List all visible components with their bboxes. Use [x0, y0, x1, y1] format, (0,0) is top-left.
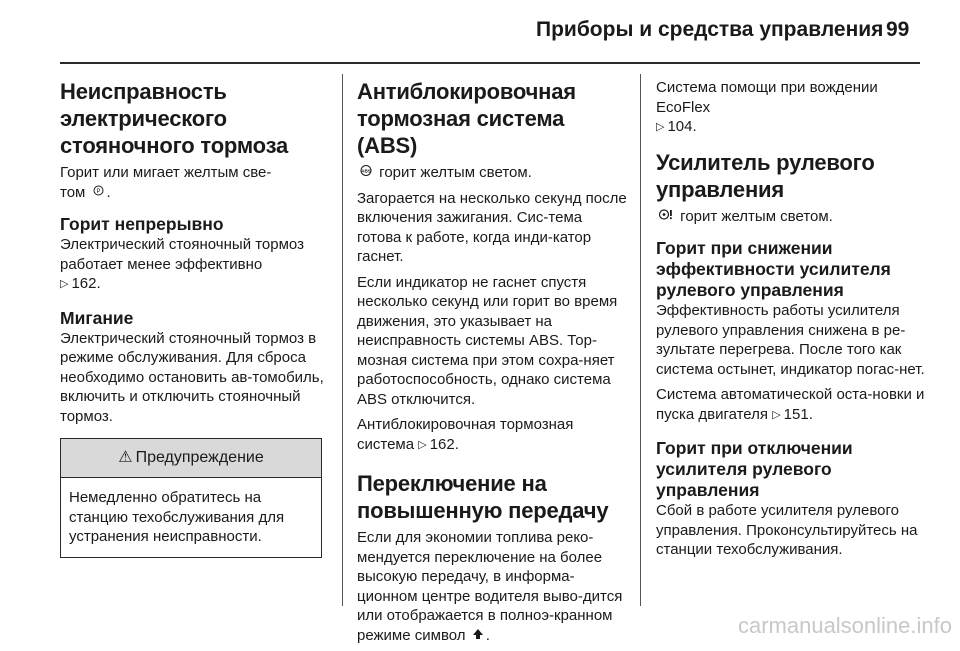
steering-wheel-warning-icon	[658, 207, 674, 227]
header-divider	[60, 62, 920, 64]
upshift-arrow-icon	[472, 626, 484, 646]
abs-intro: ABS горит желтым светом.	[357, 163, 629, 183]
page-ref-arrow-icon: ▷	[418, 438, 427, 451]
upshift-text: Если для экономии топлива реко-мендуется переключение на более высокую передачу, в информа-ционном центре водителя выво-дится или отображается в полноэ-кранном режиме символ .	[357, 529, 623, 644]
page-ref-151[interactable]: 151.	[783, 405, 813, 423]
section-heading-parking-brake: Неисправность электрического стояночного тормоза	[60, 79, 289, 158]
subheading-reduced-assist: Горит при снижении эффективности усилителя рулевого управления	[656, 238, 891, 300]
warning-text: Немедленно обратитесь на станцию техобслуживания для устранения неисправности.	[69, 489, 285, 545]
ecoflex-text: Система помощи при вождении EcoFlex ▷ 104.	[656, 78, 926, 139]
warning-triangle-icon: ⚠	[118, 449, 133, 467]
abs-indicator-icon	[359, 163, 373, 183]
watermark: carmanualsonline.info	[737, 613, 952, 638]
warning-box	[60, 438, 322, 558]
page-ref-104[interactable]: 104.	[667, 118, 697, 135]
power-steering-intro: горит желтым светом.	[656, 207, 926, 227]
start-stop-text: Система автоматической оста-новки и пуска двигателя ▷ 151.	[656, 385, 926, 426]
svg-text:P: P	[96, 188, 101, 195]
section-heading-abs: Антиблокировочная тормозная система (ABS)	[357, 79, 576, 158]
page-ref-162[interactable]: 162.	[71, 275, 101, 292]
page-header-title: Приборы и средства управления	[536, 18, 884, 41]
intro-text-a: Горит или мигает желтым све-	[60, 164, 272, 181]
abs-p1: Загорается на несколько секунд после включения зажигания. Сис-тема готова к работе, когда инди-катор гаснет.	[357, 189, 627, 265]
abs-p3: Антиблокировочная тормозная система ▷ 162.	[357, 415, 629, 456]
svg-text:ABS: ABS	[361, 168, 371, 174]
blinking-text: Электрический стояночный тормоз в режиме обслуживания. Для сброса необходимо остановить ав-томобиль, включить и отключить стояночный тормоз.	[60, 329, 324, 425]
parking-brake-warning-icon	[92, 183, 105, 203]
section-heading-upshift: Переключение на повышенную передачу	[357, 471, 609, 523]
subheading-blinking: Мигание	[60, 307, 134, 328]
reduced-assist-text: Эффективность работы усилителя рулевого управления снижена в ре-зультате перегрева. После того как система остынет, индикатор погас-нет.	[656, 302, 925, 378]
warning-title: Предупреждение	[135, 449, 264, 467]
page-ref-arrow-icon: ▷	[656, 121, 665, 133]
subheading-assist-off: Горит при отключении усилителя рулевого управления	[656, 438, 853, 500]
abs-p2: Если индикатор не гаснет спустя несколько секунд или горит во время движения, это указывает на неисправность системы ABS. Тор-мозная система при этом сохра-няет работоспособность, однако система ABS отключится.	[357, 273, 618, 408]
column-2	[357, 78, 629, 651]
warning-header	[61, 439, 321, 478]
page-ref-arrow-icon: ▷	[60, 278, 69, 290]
column-3	[656, 78, 926, 566]
page-ref-arrow-icon: ▷	[772, 408, 781, 421]
continuous-text: Электрический стояночный тормоз работает менее эффективно ▷ 162.	[60, 235, 330, 296]
subheading-continuous: Горит непрерывно	[60, 214, 224, 234]
assist-off-text: Сбой в работе усилителя рулевого управления. Проконсультируйтесь на станции техобслуживания.	[656, 502, 918, 558]
section-heading-power-steering: Усилитель рулевого управления	[656, 149, 875, 202]
page-ref-162-abs[interactable]: 162.	[429, 435, 459, 453]
page-number: 99	[886, 18, 910, 41]
parking-brake-intro	[60, 163, 330, 202]
intro-text-c: .	[106, 183, 111, 201]
column-divider-1	[342, 74, 343, 606]
column-divider-2	[640, 74, 641, 606]
column-1	[60, 78, 330, 558]
intro-text-b: том	[60, 183, 86, 201]
